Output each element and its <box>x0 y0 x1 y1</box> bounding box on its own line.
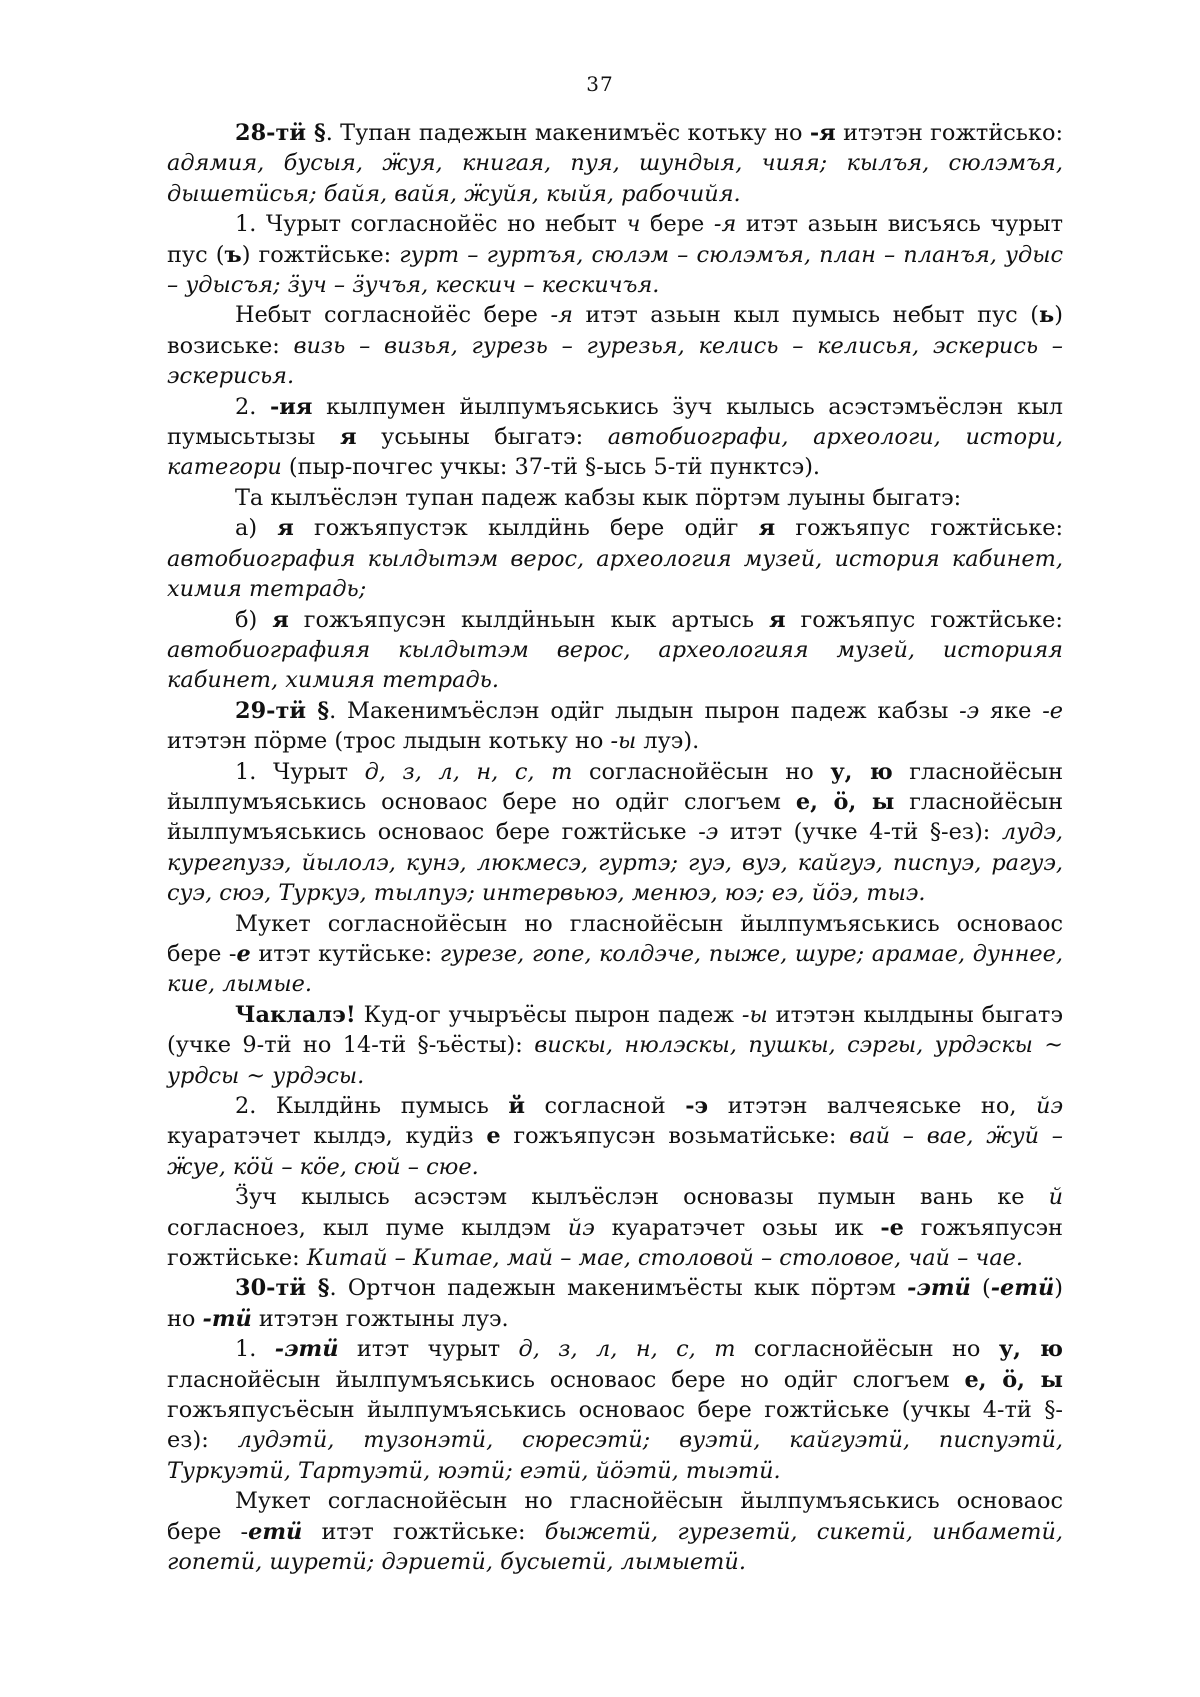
text-run: . Ортчон падежын макенимъёсты кык пӧртэм <box>329 1275 908 1302</box>
text-run: лудэтӥ, тузонэтӥ, сюресэтӥ; вуэтӥ, кайгуэтӥ, писпуэтӥ, Туркуэтӥ, Тартуэтӥ, юэтӥ; еэтӥ, йӧэтӥ, тыэтӥ. <box>167 1427 1063 1484</box>
text-run: автобиография кылдытэм верос, археология музей, история кабинет, химия тетрадь; <box>167 545 1063 603</box>
text-run: гожъяпус гожтӥське: <box>785 606 1063 633</box>
text-run: гожъяпусъёсын йылпумъяськись основаос бере гожтӥське (учкы 4-тӥ §-ез): <box>167 1397 1063 1454</box>
text-run: я <box>272 606 289 633</box>
text-run: бере <box>640 211 714 238</box>
text-run: -я <box>713 211 737 238</box>
text-run: 1. Чурыт согласнойёс но небыт <box>235 211 627 238</box>
text-run: гласнойёсын йылпумъяськись основаос бере но одӥг слогъем <box>167 758 1063 815</box>
text-run: -я <box>809 120 836 146</box>
paragraph-iya-ending <box>167 392 1063 483</box>
text-run: д, з, л, н, с, т <box>518 1336 736 1363</box>
text-run: йэ <box>567 1214 595 1241</box>
text-run: итэтэн пӧрме (трос лыдын котьку но <box>167 728 611 755</box>
text-run: ъ <box>224 241 242 268</box>
paragraph-28-section <box>167 118 1063 209</box>
text-run: Небыт согласнойёс бере <box>235 302 551 329</box>
text-run: етӥ <box>248 1518 303 1545</box>
text-run: куаратэчет кылдэ, кудӥз <box>167 1123 487 1150</box>
text-run: -ия <box>270 393 313 420</box>
text-run: согласноез, кыл пуме кылдэм <box>167 1214 568 1241</box>
text-run: ь <box>1039 302 1055 329</box>
text-run: 2. <box>235 393 270 420</box>
text-run: итэт азьын висъясь чурыт пус ( <box>167 211 1063 268</box>
text-run: ) гожтӥське: <box>241 241 400 268</box>
text-run: быжетӥ, гурезетӥ, сикетӥ, инбаметӥ, гопетӥ, шуретӥ; дэриетӥ, бусыетӥ, лымыетӥ. <box>167 1518 1064 1576</box>
text-run: автобиографи, археологи, истори, категори <box>167 424 1063 481</box>
text-run: у, ю <box>998 1336 1064 1363</box>
text-run: итэт (учке 4-тӥ §-ез): <box>718 819 1002 846</box>
text-run: а) <box>235 515 278 542</box>
text-run: лудэ, курегпузэ, йылолэ, кунэ, люкмесэ, гуртэ; гуэ, вуэ, кайгуэ, писпуэ, рагуэ, суэ, сюэ, Туркуэ, тылпуэ; интервьюэ, менюэ, юэ; еэ, йӧэ, тыэ. <box>167 819 1063 907</box>
page-number: 37 <box>586 72 614 96</box>
text-run: Мукет согласнойёсын но гласнойёсын йылпумъяськись основаос бере - <box>167 910 1063 967</box>
text-run: куаратэчет озьы ик <box>594 1214 881 1241</box>
text-run: -ы <box>610 728 637 755</box>
text-run: автобиографияя кылдытэм верос, археологияя музей, историяя кабинет, химияя тетрадь. <box>167 636 1063 694</box>
paragraph-y-consonant <box>167 1091 1063 1182</box>
text-run: гожъяпустэк кылдӥнь бере одӥг <box>293 515 759 542</box>
text-run: Мукет согласнойёсын но гласнойёсын йылпумъяськись основаос бере - <box>167 1488 1063 1545</box>
text-run: вискы, нюлэскы, пушкы, сэргы, урдэскы ~ урдсы ~ урдэсы. <box>167 1032 1063 1089</box>
text-run: й <box>508 1093 525 1119</box>
text-run: -я <box>550 302 573 329</box>
text-run: согласной <box>524 1093 686 1119</box>
text-run: итэт азьын кыл пумысь небыт пус ( <box>572 302 1040 329</box>
paragraph-yeti-suffix <box>167 1486 1063 1577</box>
paragraph-form-a <box>167 513 1063 604</box>
text-run: гласнойёсын йылпумъяськись основаос бере гожтӥське <box>167 788 1063 846</box>
text-run: я <box>758 515 776 542</box>
text-run: гласнойёсын йылпумъяськись основаос бере но одӥг слогъем <box>167 1366 965 1393</box>
text-run: б) <box>235 606 273 633</box>
text-run: -е <box>880 1214 904 1241</box>
text-run: гурт – гуртъя, сюлэм – сюлэмъя, план – планъя, удыс – удысъя; ӟуч – ӟучъя, кескич – кескичъя. <box>167 241 1063 299</box>
text-run: -етӥ <box>990 1275 1055 1302</box>
text-run: усьыны быгатэ: <box>356 424 608 451</box>
paragraph-form-b <box>167 605 1063 696</box>
text-run: ( <box>970 1275 991 1302</box>
text-run: 1. <box>235 1336 275 1363</box>
text-run: -э <box>959 697 980 724</box>
text-run: Та кылъёслэн тупан падеж кабзы кык пӧртэм луыны быгатэ: <box>235 484 962 511</box>
text-run: 2. Кылдӥнь пумысь <box>235 1093 509 1119</box>
text-run: 29-тӥ § <box>235 697 330 724</box>
text-run: Чаклалэ! <box>235 1001 356 1028</box>
text-run: 1. Чурыт <box>235 758 365 785</box>
text-run: д, з, л, н, с, т <box>364 758 573 785</box>
text-run: гожъяпус гожтӥське: <box>775 515 1063 542</box>
text-run: Куд-ог учыръёсы пырон падеж <box>355 1001 742 1028</box>
text-run: гожъяпусэн кылдӥньын кык артысь <box>288 606 769 633</box>
text-run: я <box>277 515 294 542</box>
text-run: (пыр-почгес учкы: 37-тӥ §-ысь 5-тӥ пунктсэ). <box>281 454 821 481</box>
text-run: -этӥ <box>907 1275 971 1302</box>
text-run: йэ <box>1036 1093 1063 1119</box>
text-run: итэтэн валчеяське но, <box>708 1093 1037 1119</box>
text-run: итэтэн гожтыны луэ. <box>251 1305 509 1332</box>
text-run: итэтэн кылдыны быгатэ (учке 9-тӥ но 14-тӥ §-ъёсты): <box>167 1001 1063 1059</box>
text-run: ) но <box>167 1275 1063 1332</box>
text-run: гурезе, гопе, колдэче, пыже, шуре; арамае, дуннее, кие, лымые. <box>167 940 1063 998</box>
text-run: у, ю <box>830 758 893 785</box>
text-run: я <box>769 606 786 633</box>
text-run: е <box>486 1123 501 1150</box>
text-run: гожъяпусэн возьматӥське: <box>500 1123 850 1150</box>
text-run: итэт гожтӥське: <box>302 1518 545 1545</box>
text-run: -э <box>685 1093 709 1119</box>
text-run: 30-тӥ § <box>235 1275 330 1302</box>
text-run: е <box>236 940 251 967</box>
paragraph-soft-consonants <box>167 300 1063 391</box>
text-run: 28-тӥ § <box>235 120 326 146</box>
text-run: согласнойёсын но <box>572 758 831 785</box>
text-run: -э <box>698 819 719 846</box>
text-run: гожъяпусэн гожтӥське: <box>167 1214 1063 1272</box>
page-content <box>167 118 1063 1578</box>
paragraph-e-suffix <box>167 757 1063 909</box>
text-run: -ы <box>741 1001 768 1028</box>
text-run: е, ӧ, ы <box>795 788 895 815</box>
text-run: луэ). <box>636 728 700 755</box>
paragraph-two-forms <box>167 483 1063 513</box>
text-run: визь – визья, гурезь – гурезья, келись – келисья, эскерись – эскерисья. <box>167 332 1063 390</box>
text-run: итэт кутӥське: <box>250 940 440 967</box>
text-run: Китай – Китае, май – мае, столовой – столовое, чай – чае. <box>306 1245 1024 1272</box>
text-run: согласнойёсын но <box>735 1336 999 1363</box>
text-run: итэтэн гожтӥсько: <box>835 120 1063 146</box>
text-run: . Макенимъёслэн одӥг лыдын пырон падеж кабзы <box>329 697 960 724</box>
paragraph-note <box>167 1000 1063 1091</box>
text-run: ч <box>626 211 641 238</box>
text-run: кылпумен йылпумъяськись ӟуч кылысь асэстэмъёслэн кыл пумысьтызы <box>167 393 1064 451</box>
paragraph-hard-consonants <box>167 209 1063 300</box>
text-run: адямия, бусыя, ӝуя, книгая, пуя, шундыя, чияя; кылъя, сюлэмъя, дышетӥсья; байя, вайя, ӝуйя, кыйя, рабочийя. <box>167 150 1063 207</box>
text-run: яке <box>979 697 1043 724</box>
text-run: -тӥ <box>202 1305 252 1332</box>
text-run: я <box>339 424 357 451</box>
text-run: й <box>1048 1184 1063 1211</box>
text-run: . Тупан падежын макенимъёс котьку но <box>325 120 810 146</box>
text-run: ) возиське: <box>167 302 1063 359</box>
paragraph-russian-loanwords <box>167 1182 1063 1273</box>
text-run: -е <box>1042 697 1064 724</box>
paragraph-eti-suffix <box>167 1334 1063 1486</box>
text-run: вай – вае, ӝуй – ӝуе, кӧй – кӧе, сюй – сюе. <box>167 1123 1063 1180</box>
text-run: е, ӧ, ы <box>964 1366 1064 1393</box>
text-run: итэт чурыт <box>338 1336 519 1363</box>
text-run: -этӥ <box>274 1336 339 1363</box>
paragraph-29-section <box>167 696 1063 757</box>
paragraph-30-section <box>167 1273 1063 1334</box>
text-run: Ӟуч кылысь асэстэм кылъёслэн основазы пумын вань ке <box>235 1184 1049 1211</box>
paragraph-ye-suffix <box>167 909 1063 1000</box>
